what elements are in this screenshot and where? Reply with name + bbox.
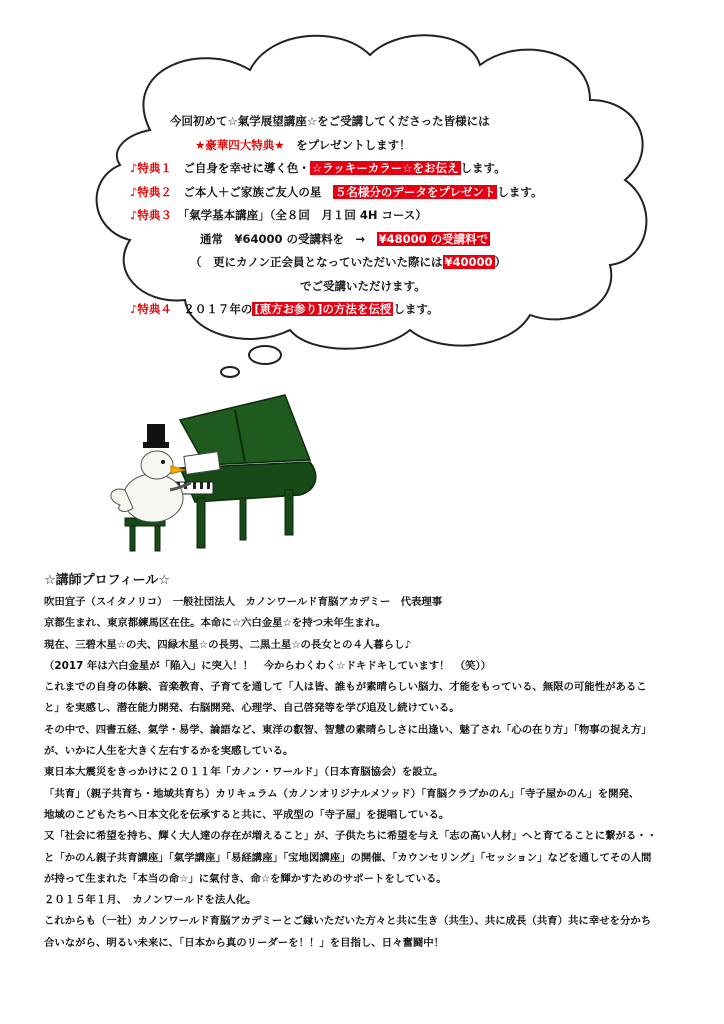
instructor-profile <box>44 570 684 954</box>
profile-line: が持って生まれた「本当の命☆」に氣付き、命☆を輝かすためのサポートをしている。 <box>44 872 447 885</box>
offer-intro: 今回初めて☆氣学展望講座☆をご受講してくださった皆様には <box>170 114 490 128</box>
profile-line: これからも（一社）カノンワールド育脳アカデミーとご縁いただいた方々と共に生き（共生）、共に成長（共育）共に幸せを分かち <box>44 915 652 928</box>
profile-line: と「かのん親子共育講座」「氣学講座」「易経講座」「宝地図講座」の開催、「カウンセリング」「セッション」などを通してその人間 <box>44 851 652 864</box>
tokuten-2: ♪特典２ ご本人＋ご家族ご友人の星 ５名様分のデータをプレゼント します。 <box>130 184 543 199</box>
tokuten-4: ♪特典４ ２０１７年の [恵方お参り]の方法を伝授 します。 <box>130 302 439 316</box>
profile-line: 京都生まれ、東京都練馬区在住。本命に☆六白金星☆を持つ未年生まれ。 <box>44 617 386 630</box>
tokuten-1: ♪特典１ ご自身を幸せに導く色・ ☆ラッキーカラー☆をお伝え します。 <box>130 161 506 175</box>
tokuten-3-price: 通常 ¥64000 の受講料を → ¥48000 の受講料で <box>200 231 489 246</box>
profile-line: 又「社会に希望を持ち、輝く大人達の存在が増えること」が、子供たちに希望を与え「志の高い人材」へと育てることに繋がる・・ <box>44 830 658 843</box>
special-offer-text <box>130 110 590 322</box>
profile-line: 「共育」（親子共育ち・地域共育ち）カリキュラム（カノンオリジナルメソッド）「育脳クラブかのん」「寺子屋かのん」を開発、 <box>44 787 640 800</box>
profile-line: 地域のこどもたちへ日本文化を伝承すると共に、平成型の「寺子屋」を提唱している。 <box>44 808 450 821</box>
profile-line: これまでの自身の体験、音楽教育、子育てを通して「人は皆、誰もが素晴らしい脳力、才能をもっている、無限の可能性があるこ <box>44 681 647 694</box>
profile-line: 現在、三碧木星☆の夫、四緑木星☆の長男、二黒土星☆の長女との４人暮らし♪ <box>44 638 412 651</box>
tokuten-3-closing: でご受講いただけます。 <box>300 278 426 293</box>
tokuten-3-member: （ 更にカノン正会員となっていただいた際には ¥40000 ） <box>190 255 507 269</box>
offer-gift-line: ★豪華四大特典★ をプレゼントします！ <box>195 137 411 152</box>
profile-line: と」を実感し、潜在能力開発、右脳開発、心理学、自己啓発等を学び追及し続けている。 <box>44 702 460 715</box>
profile-line: 東日本大震災をきっかけに２０１１年「カノン・ワールド」（日本育脳協会）を設立。 <box>44 766 444 779</box>
profile-line: 吹田宜子（スイタノリコ） 一般社団法人 カノンワールド育脳アカデミー 代表理事 <box>44 596 443 608</box>
profile-line: が、いかに人生を大きく左右するかを実感している。 <box>44 745 294 758</box>
profile-line: ２０１５年１月、 カノンワールドを法人化。 <box>44 894 257 907</box>
bird-piano-illustration <box>85 390 325 565</box>
profile-line: その中で、四書五経、氣学・易学、論語など、東洋の叡智、智慧の素晴らしさに出逢い、魅了され「心の在り方」「物事の捉え方」 <box>44 723 652 736</box>
profile-title: ☆講師プロフィール☆ <box>44 573 171 588</box>
profile-line: 合いながら、明るい未来に、「日本から真のリーダーを！！」を目指し、日々奮闘中！ <box>44 936 445 949</box>
profile-line: （2017 年は六白金星が「陥入」に突入！！ 今からわくわく☆ドキドキしています！ （笑）） <box>44 659 492 672</box>
tokuten-3: ♪特典３ 「氣学基本講座」（全８回 月１回 4H コース） <box>130 208 427 222</box>
